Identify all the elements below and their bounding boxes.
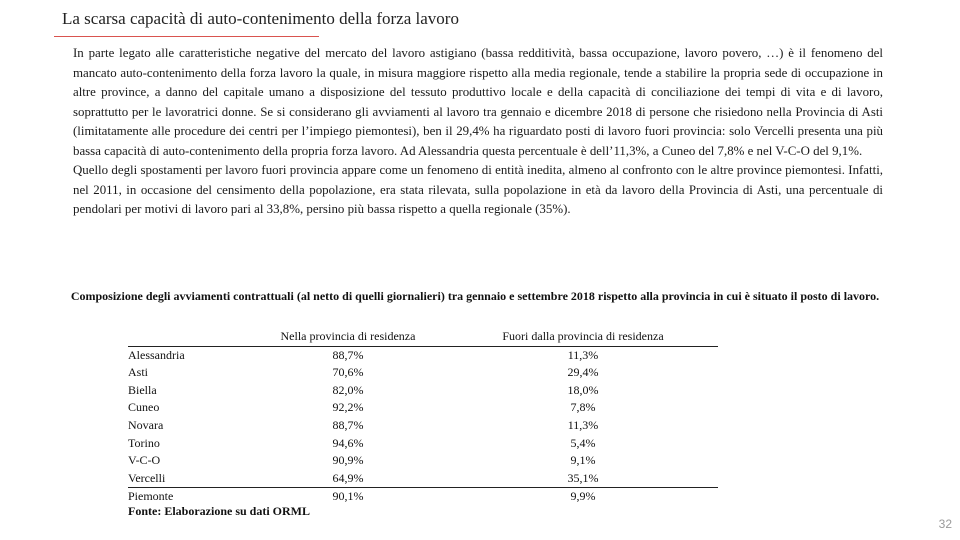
row-inside-value: 88,7% — [332, 347, 364, 362]
table-row — [128, 399, 718, 417]
table-header-row — [128, 328, 718, 346]
row-outside-value: 9,1% — [570, 453, 596, 468]
row-inside-value: 88,7% — [332, 417, 364, 432]
title-underline — [54, 36, 319, 37]
row-province: Novara — [128, 417, 164, 432]
row-outside-value: 11,3% — [567, 417, 599, 432]
row-outside-value: 7,8% — [570, 400, 596, 415]
slide-title: La scarsa capacità di auto-contenimento della forza lavoro — [62, 9, 459, 28]
row-province: V-C-O — [128, 453, 161, 468]
row-inside-value: 90,1% — [248, 488, 448, 506]
table-row — [128, 417, 718, 435]
row-inside-value: 90,9% — [332, 453, 364, 468]
row-inside-value: 94,6% — [332, 435, 364, 450]
table-row — [128, 452, 718, 470]
row-province: Alessandria — [128, 347, 185, 362]
row-province: Cuneo — [128, 400, 160, 415]
row-province: Vercelli — [128, 470, 166, 485]
row-inside-value: 92,2% — [332, 400, 364, 415]
header-province — [128, 328, 248, 346]
row-outside-value: 5,4% — [570, 435, 596, 450]
row-inside-value: 70,6% — [332, 365, 364, 380]
table-row — [128, 382, 718, 400]
body-text — [73, 44, 883, 220]
row-outside-value: 35,1% — [567, 470, 599, 485]
page-number: 32 — [938, 517, 952, 531]
table-caption: Composizione degli avviamenti contrattuali (al netto di quelli giornalieri) tra gennaio e settembre 2018 rispetto alla provincia in cui è situato il posto di lavoro. — [70, 289, 880, 303]
table-row — [128, 364, 718, 382]
paragraph-2: Quello degli spostamenti per lavoro fuori provincia appare come un fenomeno di entità inedita, almeno al confronto con le altre province piemontesi. Infatti, nel 2011, in occasione del censimento della popolazione, era stata rilevata, sulla popolazione in età da lavoro della Provincia di Asti, una percentuale di pendolari per motivi di lavoro pari al 33,8%, persino più bassa rispetto a quella regionale (35%). — [73, 163, 883, 216]
table-row — [128, 435, 718, 453]
row-inside-value: 82,0% — [332, 382, 364, 397]
row-province: Piemonte — [128, 488, 248, 506]
row-outside-value: 29,4% — [567, 365, 599, 380]
row-province: Asti — [128, 365, 149, 380]
paragraph-1: In parte legato alle caratteristiche negative del mercato del lavoro astigiano (bassa redditività, bassa occupazione, lavoro povero, …) è il fenomeno del mancato auto-contenimento della forza lavoro la quale, in misura maggiore rispetto alla media regionale, tende a stabilire la propria sede di occupazione in altre province, a danno del capitale umano a disposizione del tessuto produttivo locale e della capacità di conciliazione dei tempi di vita e di lavoro, soprattutto per le lavoratrici donne. Se si considerano gli avviamenti al lavoro tra gennaio e dicembre 2018 di persone che risiedono nella Provincia di Asti (limitatamente alle procedure dei centri per l’impiego piemontesi), ben il 29,4% ha riguardato posti di lavoro fuori provincia: solo Vercelli presenta una più bassa capacità di auto-contenimento della propria forza lavoro. Ad Alessandria questa percentuale è dell’11,3%, a Cuneo del 7,8% e nel V-C-O del 9,1%. — [73, 46, 883, 158]
header-inside-province: Nella provincia di residenza — [248, 328, 448, 346]
row-outside-value: 9,9% — [448, 488, 718, 506]
row-outside-value: 11,3% — [567, 347, 599, 362]
commuting-table — [128, 328, 718, 506]
row-inside-value: 64,9% — [332, 470, 364, 485]
table-row — [128, 470, 718, 488]
table-source: Fonte: Elaborazione su dati ORML — [128, 504, 310, 518]
row-outside-value: 18,0% — [567, 382, 599, 397]
table-row — [128, 346, 718, 364]
row-province: Biella — [128, 382, 157, 397]
header-outside-province: Fuori dalla provincia di residenza — [448, 328, 718, 346]
row-province: Torino — [128, 435, 160, 450]
